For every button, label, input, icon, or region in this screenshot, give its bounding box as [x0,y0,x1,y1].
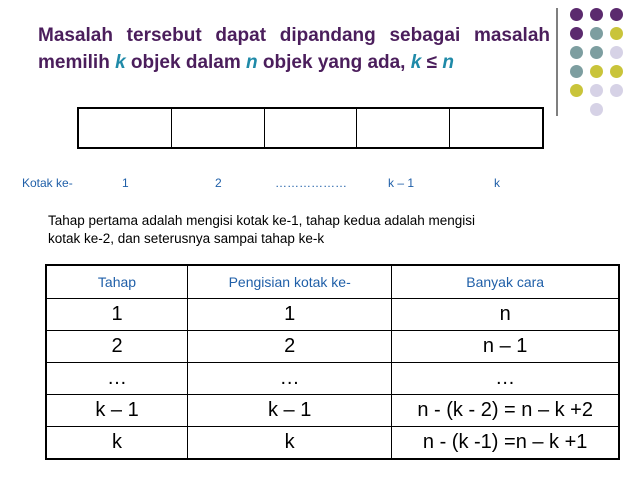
kotak-labels [0,176,638,192]
dot-purple-3 [610,8,623,21]
kotak-box [172,109,265,147]
kotak-box [265,109,358,147]
kotak-label-ellipsis: ……………… [275,176,347,190]
cell-banyak-cara: n - (k -1) =n – k +1 [392,427,619,460]
dot-lime-3 [610,65,623,78]
dot-lavender-3 [610,84,623,97]
kotak-label-1: 1 [122,176,129,190]
description-text [48,212,568,248]
cell-banyak-cara: n - (k - 2) = n – k +2 [392,395,619,427]
dot-lime-4 [570,84,583,97]
decorative-dot-grid [570,8,630,118]
cell-pengisian: k – 1 [188,395,392,427]
kotak-box [79,109,172,147]
dot-teal-1 [590,27,603,40]
kotak-label-2: 2 [215,176,222,190]
kotak-boxes [77,107,544,149]
title-var-n2: n [442,52,454,73]
steps-table [45,264,620,460]
decorative-divider-line [556,8,558,116]
kotak-box [357,109,450,147]
title-text-1: Masalah tersebut dapat dipandang sebagai masalah memilih [38,25,550,73]
dot-lavender-2 [590,84,603,97]
kotak-prefix-label: Kotak ke- [22,176,73,190]
cell-pengisian: … [188,363,392,395]
dot-lime-1 [610,27,623,40]
cell-tahap: k – 1 [46,395,188,427]
table-row [46,331,619,363]
table-row [46,363,619,395]
dot-purple-1 [570,8,583,21]
dot-teal-2 [570,46,583,59]
description-line-2: kotak ke-2, dan seterusnya sampai tahap ke-k [48,231,325,246]
slide-title [38,22,550,76]
title-text-2: objek dalam [125,52,247,73]
title-var-k2: k [410,52,422,73]
table-row [46,299,619,331]
title-le-sign: ≤ [421,52,443,73]
cell-pengisian: 2 [188,331,392,363]
title-var-n: n [246,52,258,73]
table-row [46,427,619,460]
cell-tahap: k [46,427,188,460]
title-text-3: objek yang ada, [257,52,411,73]
cell-pengisian: 1 [188,299,392,331]
kotak-label-k-minus-1: k – 1 [388,176,415,190]
table-header-row [46,265,619,299]
title-var-k: k [115,52,126,73]
kotak-label-k: k [494,176,500,190]
dot-purple-4 [570,27,583,40]
header-pengisian: Pengisian kotak ke- [188,265,392,299]
cell-pengisian: k [188,427,392,460]
dot-teal-4 [570,65,583,78]
description-line-1: Tahap pertama adalah mengisi kotak ke-1, tahap kedua adalah mengisi [48,213,476,228]
cell-tahap: … [46,363,188,395]
dot-teal-3 [590,46,603,59]
cell-tahap: 1 [46,299,188,331]
header-banyak-cara: Banyak cara [392,265,619,299]
cell-banyak-cara: n [392,299,619,331]
cell-tahap: 2 [46,331,188,363]
dot-lavender-4 [590,103,603,116]
table-row [46,395,619,427]
kotak-box [450,109,542,147]
header-tahap: Tahap [46,265,188,299]
dot-lime-2 [590,65,603,78]
dot-purple-2 [590,8,603,21]
dot-lavender-1 [610,46,623,59]
cell-banyak-cara: … [392,363,619,395]
cell-banyak-cara: n – 1 [392,331,619,363]
